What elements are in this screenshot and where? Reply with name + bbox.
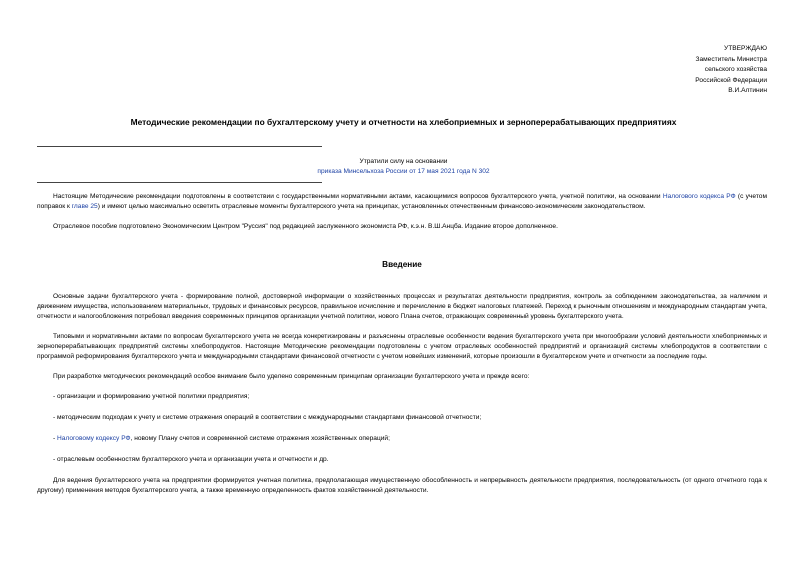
list-item: - отраслевым особенностям бухгалтерского учета и организации учета и отчетности и др. — [53, 456, 329, 463]
divider-bottom — [37, 182, 322, 183]
section-paragraph: При разработке методических рекомендаций особое внимание было уделено современным принципам организации бухгалтерского учета и прежде всего: — [53, 373, 530, 380]
list-item — [37, 434, 767, 444]
document-title: Методические рекомендации по бухгалтерскому учету и отчетности на хлебоприемных и зерноперерабатывающих предприятиях — [130, 117, 677, 127]
repeal-notice-text: Утратили силу на основании — [359, 158, 448, 165]
intro-paragraph — [37, 192, 767, 212]
approval-line: Заместитель Министра — [695, 55, 767, 63]
approval-line: сельского хозяйства — [704, 66, 767, 73]
approval-line: В.И.Алтинин — [728, 87, 767, 94]
section-heading: Введение — [382, 260, 422, 269]
document-body — [37, 192, 767, 506]
text-run: (с учетом поправок к — [37, 193, 767, 210]
chapter-25-link[interactable]: главе 25 — [71, 203, 98, 210]
text-run: ) и имеют целью максимально осветить отраслевые моменты бухгалтерского учета на принципах, установленных отечественным финансово-экономическим законодательством. — [97, 203, 646, 210]
approval-block — [695, 44, 767, 97]
list-item: - методическим подходам к учету и системе отражения операций в соответствии с международными стандартами финансовой отчетности; — [53, 414, 482, 421]
repeal-order-link[interactable]: приказа Минсельхоза России от 17 мая 2021 года N 302 — [317, 168, 490, 175]
section-paragraph: Типовыми и нормативными актами по вопросам бухгалтерского учета не всегда конкретизированы и разъяснены отраслевые особенности ведения бухгалтерского учета при многообразии условий деятельности хлебоприемных и зерноперерабатывающих предприятий системы хлебопродуктов. Настоящие Методические рекомендации подготовлены с учетом отраслевых особенностей предприятий и организаций системы хлебопродуктов в соответствии с программой реформирования бухгалтерского учета и международными стандартами финансовой отчетности с учетом новейших изменений, которые произошли в бухгалтерском учете и отчетности за последние годы. — [37, 333, 767, 360]
tax-code-link[interactable]: Налогового кодекса РФ — [662, 193, 736, 200]
text-run: Настоящие Методические рекомендации подготовлены в соответствии с государственными нормативными актами, касающимися вопросов бухгалтерского учета, учетной политики, на основании — [53, 193, 663, 200]
list-item: - организации и формированию учетной политики предприятия; — [53, 393, 250, 400]
tax-code-link-2[interactable]: Налоговому кодексу РФ — [57, 435, 131, 442]
section-paragraph: Основные задачи бухгалтерского учета - формирование полной, достоверной информации о хозяйственных процессах и результатах деятельности предприятия, контроль за соблюдением законодательства, за наличием и движением имущества, использованием материальных, трудовых и финансовых ресурсов, правильное исчисление и перечисление в бюджет налоговых платежей. Переход к рыночным отношениям и международным стандартам учета, отчетности и налогообложения потребовал введения современных принципов организации учетной политики, нового Плана счетов, отражающих современный уровень бухгалтерского учета. — [37, 293, 767, 320]
approval-line: УТВЕРЖДАЮ — [724, 45, 767, 52]
intro-paragraph-2: Отраслевое пособие подготовлено Экономическим Центром "Руссия" под редакцией заслуженного экономиста РФ, к.э.н. В.Ш.Анцба. Издание второе дополненное. — [53, 223, 558, 230]
approval-line: Российской Федерации — [695, 76, 767, 84]
section-paragraph: Для ведения бухгалтерского учета на предприятии формируется учетная политика, предполагающая имущественную обособленность и непрерывность деятельности предприятия, последовательность (от одного отчетного года к другому) применения методов бухгалтерского учета, а также временную определенность фактов хозяйственной деятельности. — [37, 477, 767, 494]
text-run: - — [53, 435, 58, 442]
repeal-notice — [0, 157, 807, 177]
divider-top — [37, 146, 322, 147]
text-run: , новому Плану счетов и современной системе отражения хозяйственных операций; — [130, 435, 390, 442]
